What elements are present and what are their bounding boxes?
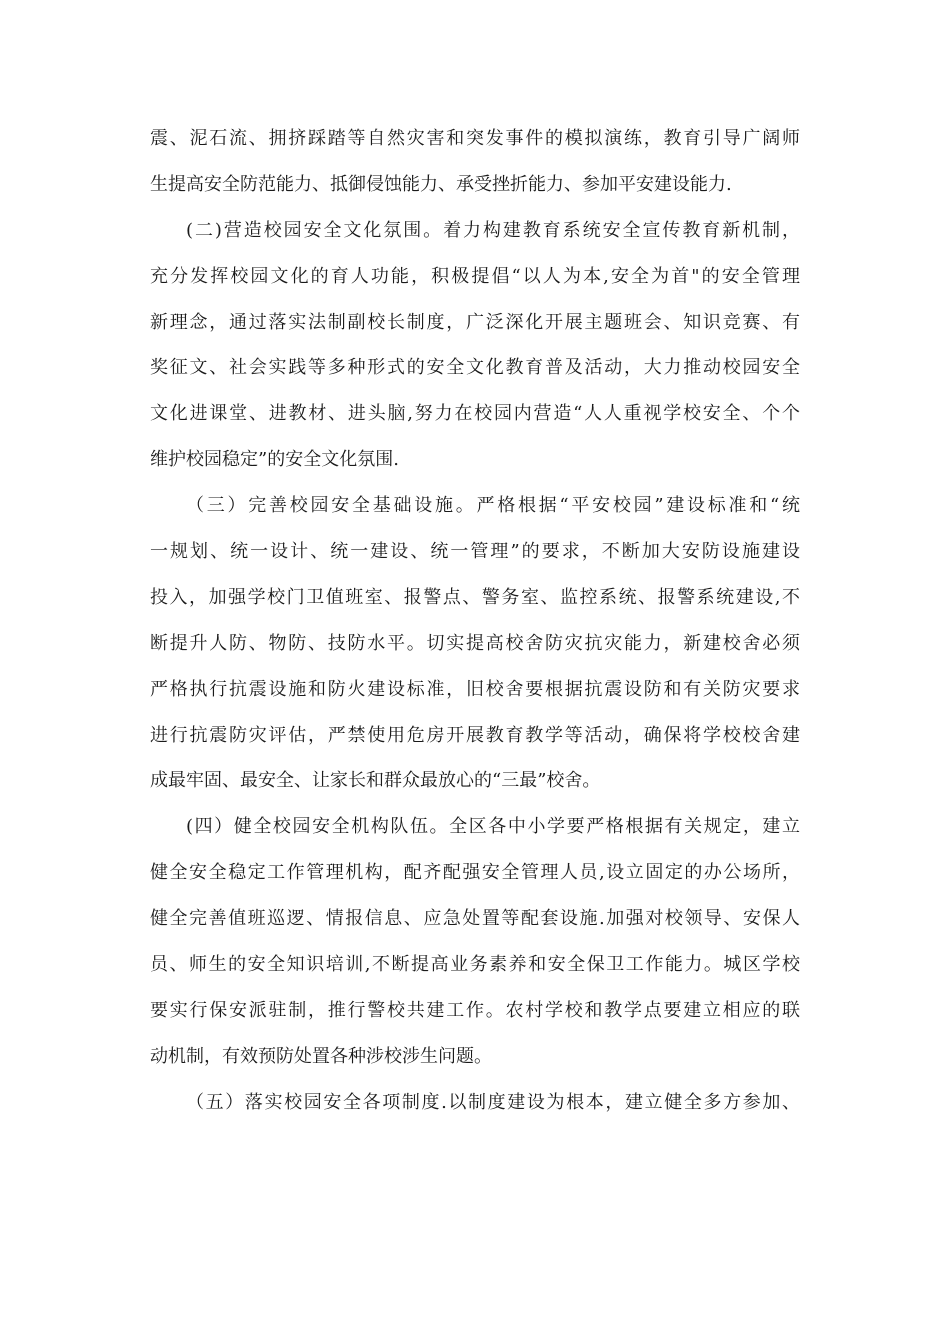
text-line: （五）落实校园安全各项制度.以制度建设为根本，建立健全多方参加、 <box>186 1091 800 1113</box>
text-line: （三）完善校园安全基础设施。严格根据“平安校园”建设标准和“统 <box>186 495 800 517</box>
text-line: 健全完善值班巡逻、情报信息、应急处置等配套设施.加强对校领导、安保人 <box>150 908 800 930</box>
text-line: 震、泥石流、拥挤踩踏等自然灾害和突发事件的模拟演练，教育引导广阔师 <box>150 128 800 149</box>
text-line: 要实行保安派驻制，推行警校共建工作。农村学校和教学点要建立相应的联 <box>150 999 800 1021</box>
text-line: 奖征文、社会实践等多种形式的安全文化教育普及活动，大力推动校园安全 <box>150 357 800 379</box>
paragraph-0 <box>150 116 800 208</box>
text-line: 动机制，有效预防处置各种涉校涉生问题。 <box>150 1045 492 1067</box>
text-line: 断提升人防、物防、技防水平。切实提高校舍防灾抗灾能力，新建校舍必须 <box>150 632 800 654</box>
text-line: 一规划、统一设计、统一建设、统一管理”的要求，不断加大安防设施建设 <box>150 541 800 563</box>
text-line: (二)营造校园安全文化氛围。着力构建教育系统安全宣传教育新机制， <box>186 219 800 241</box>
text-line: 员、师生的安全知识培训,不断提高业务素养和安全保卫工作能力。城区学校 <box>150 954 800 976</box>
text-line: 健全安全稳定工作管理机构，配齐配强安全管理人员,设立固定的办公场所， <box>150 862 800 884</box>
text-line: (四）健全校园安全机构队伍。全区各中小学要严格根据有关规定，建立 <box>186 816 800 838</box>
paragraph-3 <box>150 804 800 1079</box>
text-line: 新理念，通过落实法制副校长制度，广泛深化开展主题班会、知识竞赛、有 <box>150 311 800 333</box>
document-body <box>150 116 800 1126</box>
text-line: 生提高安全防范能力、抵御侵蚀能力、承受挫折能力、参加平安建设能力. <box>150 173 732 195</box>
text-line: 充分发挥校园文化的育人功能，积极提倡“以人为本,安全为首"的安全管理 <box>150 265 800 287</box>
text-line: 成最牢固、最安全、让家长和群众最放心的“三最”校舍。 <box>150 770 601 792</box>
paragraph-1 <box>150 208 800 483</box>
paragraph-2 <box>150 483 800 804</box>
text-line: 进行抗震防灾评估，严禁使用危房开展教育教学等活动，确保将学校校舍建 <box>150 724 800 746</box>
text-line: 投入，加强学校门卫值班室、报警点、警务室、监控系统、报警系统建设,不 <box>150 586 800 608</box>
text-line: 文化进课堂、进教材、进头脑,努力在校园内营造“人人重视学校安全、个个 <box>150 403 800 425</box>
text-line: 维护校园稳定”的安全文化氛围. <box>150 449 399 471</box>
text-line: 严格执行抗震设施和防火建设标准，旧校舍要根据抗震设防和有关防灾要求 <box>150 678 800 700</box>
paragraph-4 <box>150 1080 800 1126</box>
